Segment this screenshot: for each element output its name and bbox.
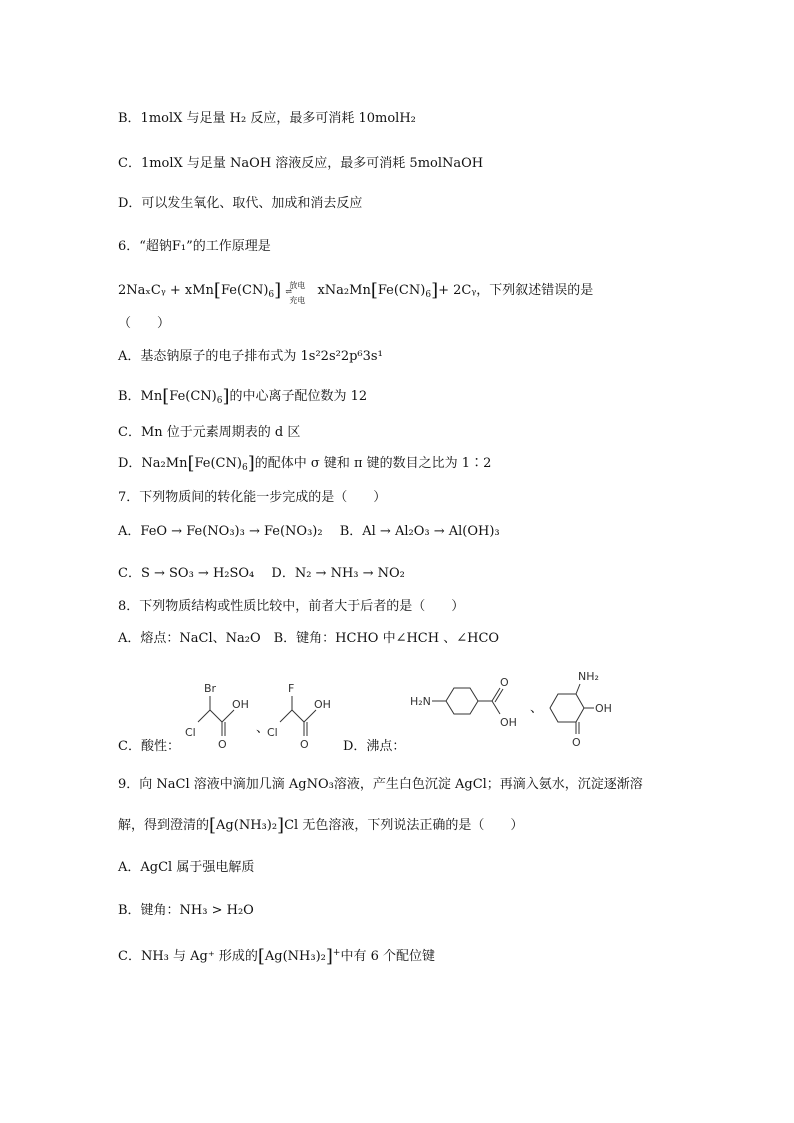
q9-option-a: A．AgCl 属于强电解质 (118, 860, 255, 875)
q9-option-c: C．NH₃ 与 Ag⁺ 形成的[Ag(NH₃)₂]+中有 6 个配位键 (118, 946, 435, 967)
svg-text:O: O (218, 738, 227, 750)
svg-text:OH: OH (314, 698, 331, 711)
svg-text:O: O (300, 738, 309, 750)
q8-stem: 8．下列物质结构或性质比较中，前者大于后者的是（ ） (118, 599, 465, 614)
q5-option-c: C．1molX 与足量 NaOH 溶液反应，最多可消耗 5molNaOH (118, 156, 484, 171)
q9-stem-line2: 解，得到澄清的[Ag(NH₃)₂]Cl 无色溶液，下列说法正确的是（ ） (118, 815, 524, 836)
q8-option-c-label: C．酸性： (118, 739, 180, 754)
svg-text:F: F (288, 682, 295, 695)
svg-text:OH: OH (500, 716, 517, 729)
q6-option-c: C．Mn 位于元素周期表的 d 区 (118, 425, 301, 440)
q7-options-cd: C．S → SO₃ → H₂SO₄ D．N₂ → NH₃ → NO₂ (118, 566, 405, 581)
svg-text:OH: OH (232, 698, 249, 711)
q9-option-b: B．键角：NH₃ > H₂O (118, 903, 254, 918)
q8-d-separator: 、 (530, 701, 544, 716)
q6-equation: 2NaₓCᵧ + $xMn[Fe(CN)_6]$ 放电 ⇌ 充电 $xNa_2Mn[Fe(CN)_6]+$ 2Cᵧ，下列叙述错误的是 (118, 280, 594, 305)
svg-text:Cl: Cl (185, 726, 196, 739)
q6-option-a: A．基态钠原子的电子排布式为 1s²2s²2p⁶3s¹ (118, 349, 383, 364)
svg-text:O: O (572, 736, 581, 749)
svg-text:H₂N: H₂N (410, 695, 431, 708)
q6-option-d: D．$Na_2Mn[Fe(CN)_6]$的配体中 σ 键和 π 键的数目之比为 1∶2 (118, 453, 492, 474)
svg-text:OH: OH (595, 702, 612, 715)
q8-c-separator: 、 (256, 721, 270, 736)
svg-text:O: O (500, 676, 509, 689)
reversible-arrow: 放电 ⇌ 充电 (285, 281, 306, 305)
q6-option-b: B．$Mn[Fe(CN)_6]$的中心离子配位数为 12 (118, 386, 368, 407)
q8-options-ab: A．熔点：NaCl、Na₂O B．键角：HCHO 中∠HCH 、∠HCO (118, 631, 500, 646)
ortho-aminobenzoic-acid-structure (540, 668, 630, 750)
q5-option-d: D．可以发生氧化、取代、加成和消去反应 (118, 196, 363, 211)
svg-text:Br: Br (204, 682, 217, 695)
q7-options-ab: A．FeO → Fe(NO₃)₃ → Fe(NO₃)₂ B．Al → Al₂O₃ → Al(OH)₃ (118, 524, 500, 539)
bromochloroacetic-acid-structure (180, 680, 255, 750)
q7-stem: 7．下列物质间的转化能一步完成的是（ ） (118, 490, 387, 505)
q9-stem-line1: 9．向 NaCl 溶液中滴加几滴 AgNO₃溶液，产生白色沉淀 AgCl；再滴入氨水，沉淀逐渐溶 (118, 777, 643, 792)
q5-option-b: B．1molX 与足量 H₂ 反应，最多可消耗 10molH₂ (118, 111, 416, 126)
svg-text:Cl: Cl (267, 726, 278, 739)
q6-answer-paren: （ ） (118, 316, 171, 331)
q8-option-d-label: D．沸点： (343, 739, 406, 754)
para-aminobenzoic-acid-structure (408, 670, 538, 730)
fluorochloroacetic-acid-structure (262, 680, 337, 750)
svg-text:NH₂: NH₂ (578, 670, 599, 683)
q6-stem: 6．“超钠F₁”的工作原理是 (118, 239, 271, 254)
